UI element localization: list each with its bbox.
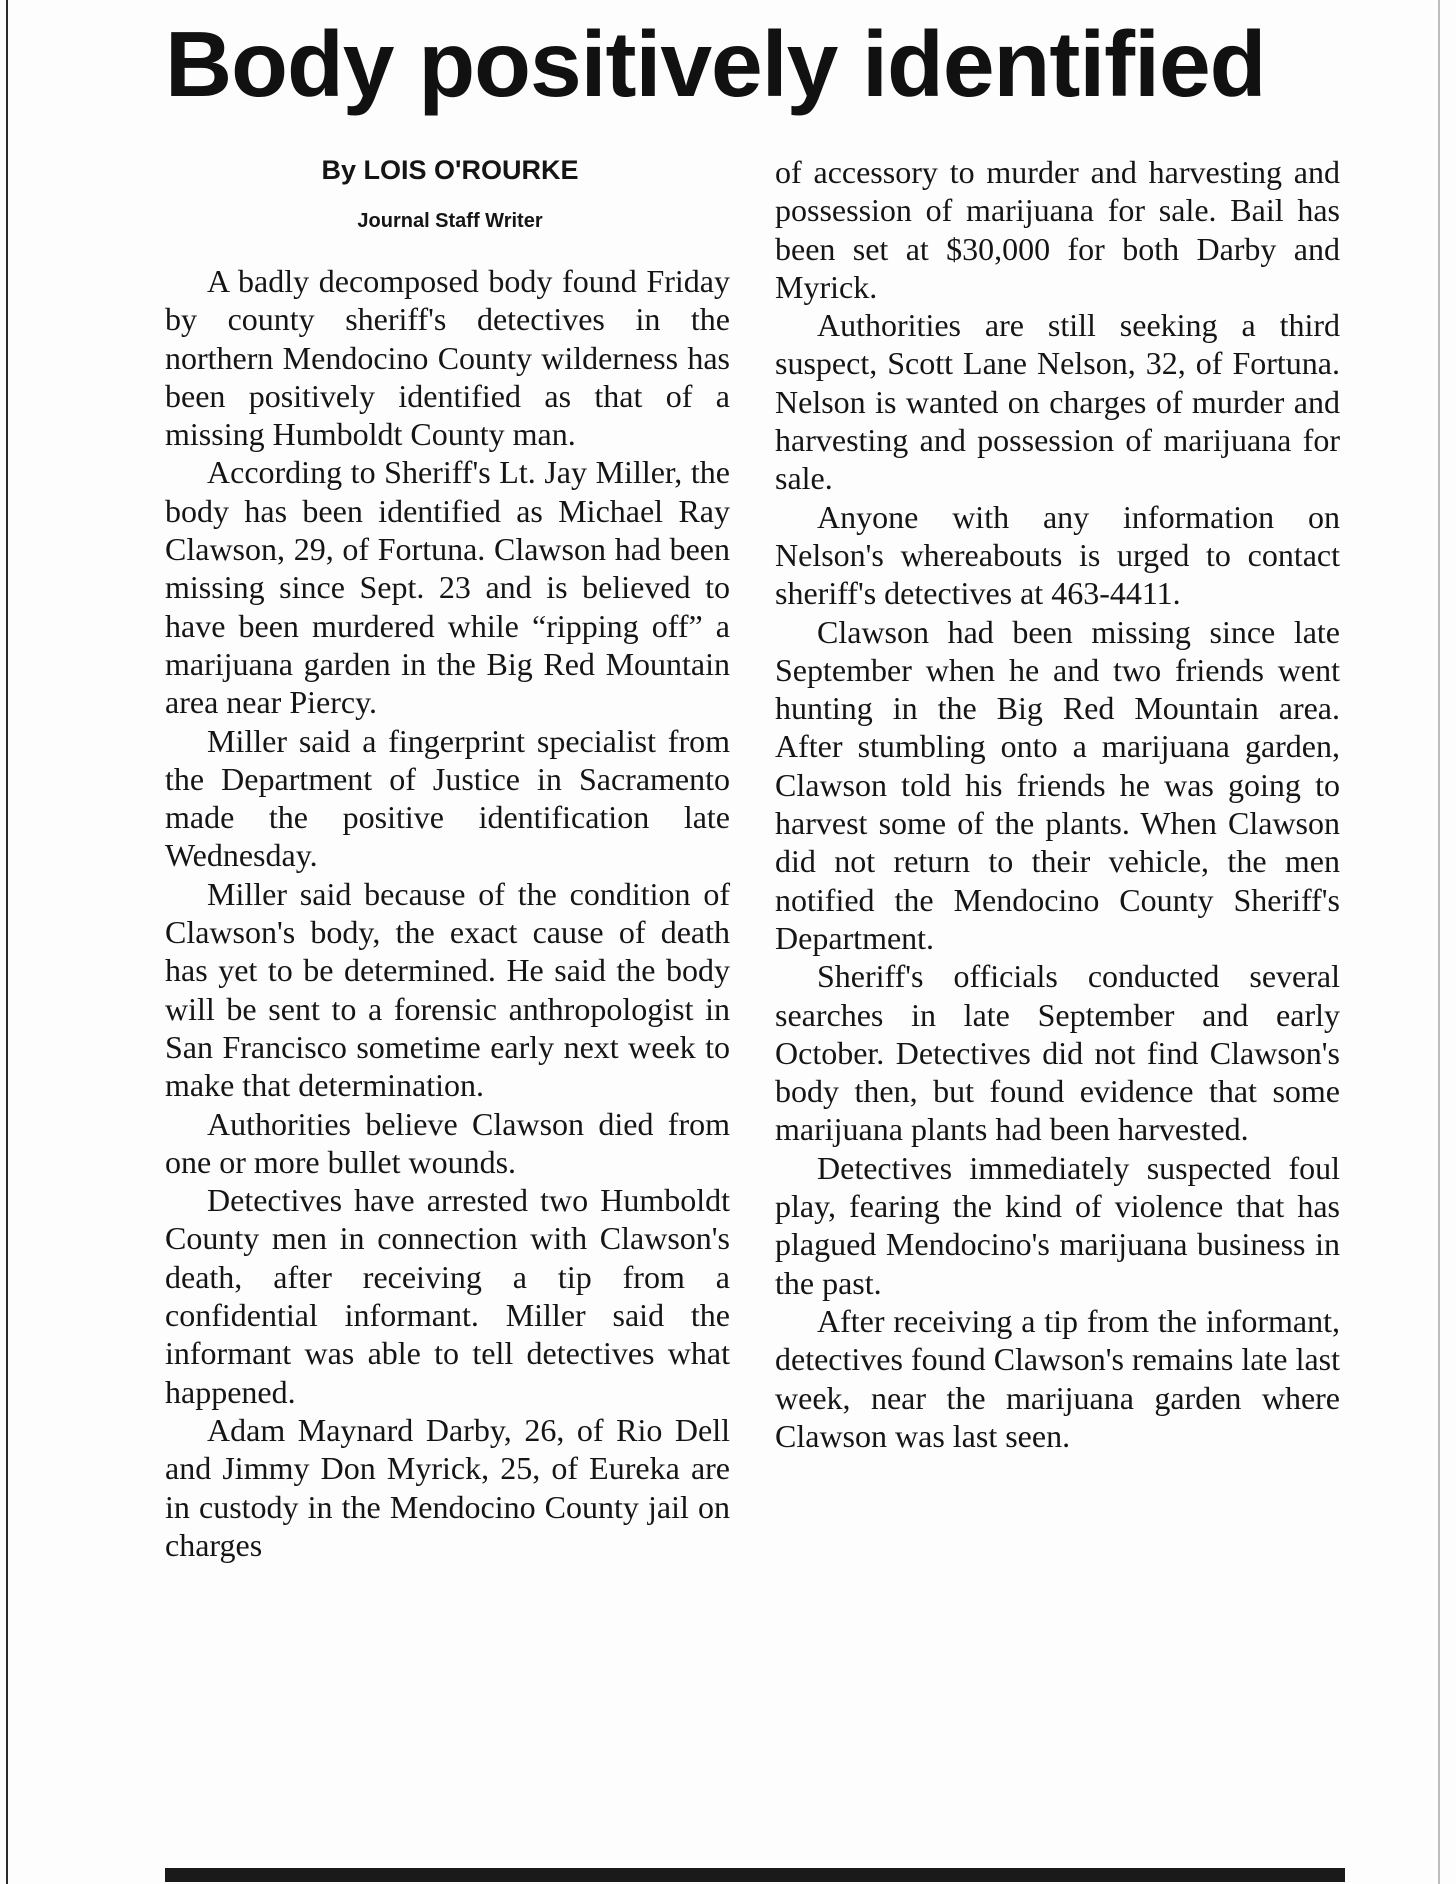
- paragraph: Authorities believe Clawson died from one or more bullet wounds.: [165, 1105, 730, 1180]
- paragraph: After receiving a tip from the informant, detectives found Clawson's remains late last week, near the marijuana garden where Clawson was last seen.: [775, 1302, 1340, 1454]
- staff-line: Journal Staff Writer: [357, 210, 543, 232]
- paragraph: Clawson had been missing since late September when he and two friends went hunting in the Big Red Mountain area. After stumbling onto a marijuana garden, Clawson told his friends he was going to harvest some of the plants. When Clawson did not return to their vehicle, the men notified the Mendocino County Sheriff's Department.: [775, 613, 1340, 956]
- paragraph: Detectives immediately suspected foul play, fearing the kind of violence that has plagued Mendocino's marijuana business in the past.: [775, 1149, 1340, 1301]
- headline: Body positively identified: [165, 12, 1266, 116]
- paragraph: Authorities are still seeking a third suspect, Scott Lane Nelson, 32, of Fortuna. Nelson is wanted on charges of murder and harvesting and possession of marijuana for sale.: [775, 307, 1340, 497]
- paragraph: Miller said because of the condition of Clawson's body, the exact cause of death has yet to be determined. He said the body will be sent to a forensic anthropologist in San Francisco sometime early next week to make that determination.: [165, 875, 730, 1104]
- right-border-rule: [1438, 0, 1440, 1884]
- paragraph: According to Sheriff's Lt. Jay Miller, the body has been identified as Michael Ray Clawson, 29, of Fortuna. Clawson had been missing since Sept. 23 and is believed to have been murdered while “ripping off” a marijuana garden in the Big Red Mountain area near Piercy.: [165, 454, 730, 721]
- right-column: [775, 153, 1340, 1455]
- left-border-rule: [6, 0, 8, 1884]
- paragraph: Anyone with any information on Nelson's whereabouts is urged to contact sheriff's detectives at 463-4411.: [775, 498, 1340, 612]
- paragraph: Sheriff's officials conducted several searches in late September and early October. Detectives did not find Clawson's body then, but found evidence that some marijuana plants had been harvested.: [775, 958, 1340, 1148]
- byline: By LOIS O'ROURKE: [321, 155, 579, 185]
- paragraph: Miller said a fingerprint specialist from the Department of Justice in Sacramento made the positive identification late Wednesday.: [165, 722, 730, 874]
- paragraph: A badly decomposed body found Friday by county sheriff's detectives in the northern Mendocino County wilderness has been positively identified as that of a missing Humboldt County man.: [165, 263, 730, 453]
- paragraph: Adam Maynard Darby, 26, of Rio Dell and Jimmy Don Myrick, 25, of Eureka are in custody in the Mendocino County jail on charges: [165, 1411, 730, 1563]
- bottom-rule: [165, 1868, 1345, 1882]
- left-column: [165, 262, 730, 1564]
- paragraph: Detectives have arrested two Humboldt County men in connection with Clawson's death, after receiving a tip from a confidential informant. Miller said the informant was able to tell detectives what happened.: [165, 1182, 730, 1410]
- continued-paragraph: of accessory to murder and harvesting and possession of marijuana for sale. Bail has been set at $30,000 for both Darby and Myrick.: [775, 154, 1340, 305]
